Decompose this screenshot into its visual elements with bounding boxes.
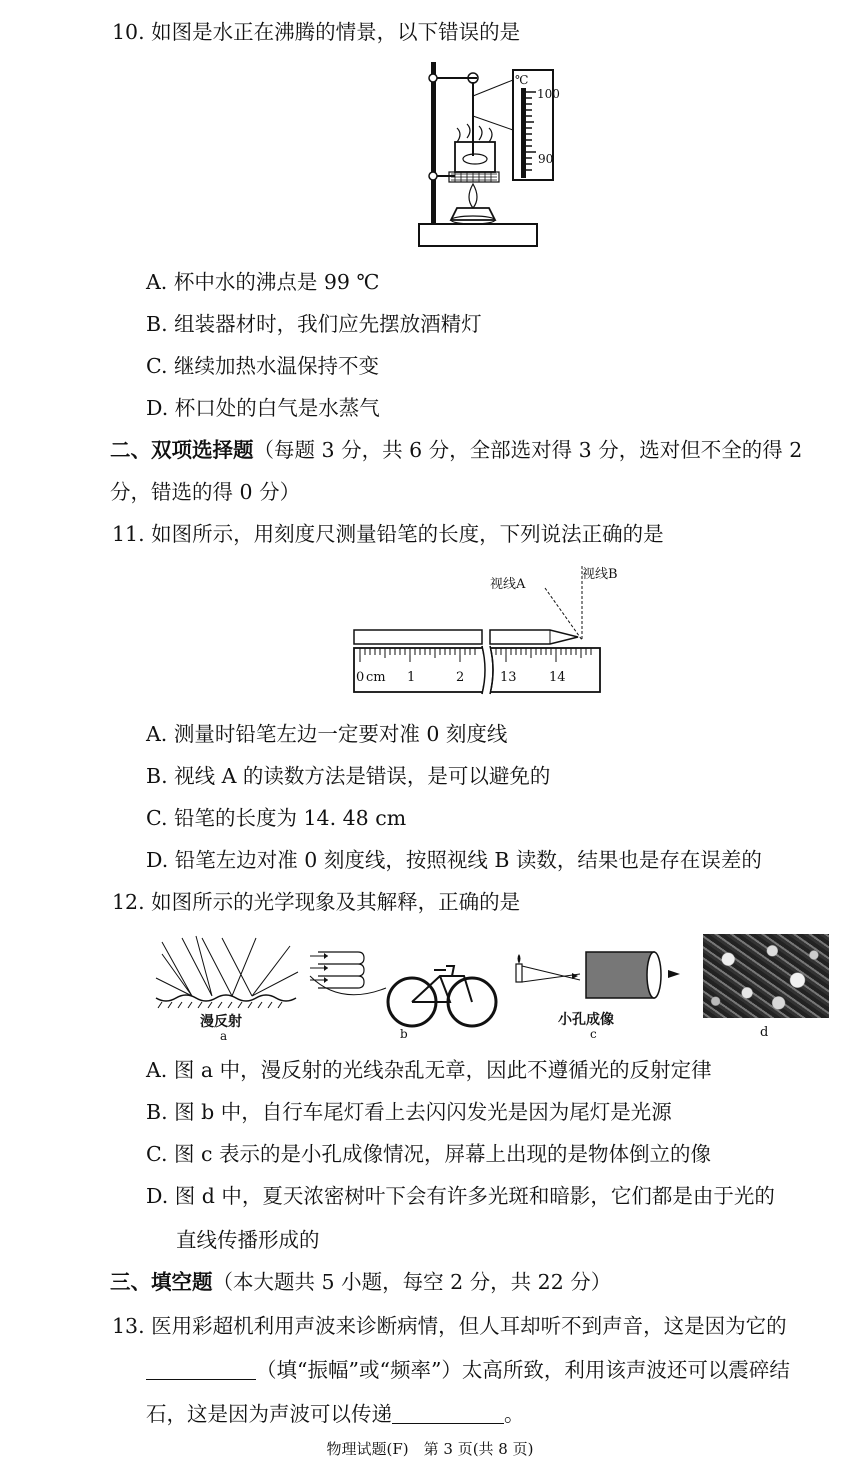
q13-line3b: 。 <box>504 1402 525 1426</box>
q11-option-b: B. 视线 A 的读数方法是错误，是可以避免的 <box>146 764 551 788</box>
pinhole-camera-figure <box>506 936 690 1044</box>
ruler-label-14: 14 <box>549 670 566 685</box>
ruler-pencil-figure <box>350 558 618 704</box>
q10-option-c: C. 继续加热水温保持不变 <box>146 354 379 378</box>
q12-stem: 12. 如图所示的光学现象及其解释，正确的是 <box>112 890 521 914</box>
fig-b-letter: b <box>400 1027 408 1041</box>
section2-note-line2: 分，错选的得 0 分） <box>110 480 301 504</box>
diffuse-reflection-figure <box>152 932 302 1044</box>
q12-option-d: D. 图 d 中，夏天浓密树叶下会有许多光斑和暗影，它们都是由于光的 <box>146 1184 775 1208</box>
q13-answer-blank-1[interactable] <box>146 1359 256 1380</box>
ruler-label-cm: cm <box>366 670 386 685</box>
sight-line-a-label: 视线A <box>490 577 526 592</box>
boiling-water-figure <box>415 56 560 252</box>
q13-line2-row <box>146 1356 790 1384</box>
q13-line3-row <box>146 1400 525 1428</box>
fig-c-letter: c <box>590 1027 597 1041</box>
page-footer: 物理试题(F) 第 3 页(共 8 页) <box>326 1440 534 1458</box>
section2-title: 二、双项选择题 <box>110 438 254 462</box>
q13-line2: （填“振幅”或“频率”）太高所致，利用该声波还可以震碎结 <box>256 1358 790 1382</box>
scale-label-low: 90 <box>538 152 554 166</box>
fig-a-letter: a <box>220 1029 228 1043</box>
fig-d-letter: d <box>760 1025 769 1040</box>
scale-unit: ℃ <box>515 73 529 87</box>
ruler-label-1: 1 <box>407 670 416 685</box>
q12-option-b: B. 图 b 中，自行车尾灯看上去闪闪发光是因为尾灯是光源 <box>146 1100 672 1124</box>
section3-heading <box>110 1268 611 1296</box>
q13-answer-blank-2[interactable] <box>392 1403 504 1424</box>
q10-option-a: A. 杯中水的沸点是 99 ℃ <box>146 270 380 294</box>
fig-c-caption: 小孔成像 <box>558 1012 614 1028</box>
q11-option-a: A. 测量时铅笔左边一定要对准 0 刻度线 <box>146 722 508 746</box>
q13-line1: 13. 医用彩超机利用声波来诊断病情，但人耳却听不到声音，这是因为它的 <box>112 1314 787 1338</box>
q11-option-d: D. 铅笔左边对准 0 刻度线，按照视线 B 读数，结果也是存在误差的 <box>146 848 762 872</box>
section3-note: （本大题共 5 小题，每空 2 分，共 22 分） <box>212 1270 612 1294</box>
section2-heading <box>110 436 802 464</box>
section2-note-line1: （每题 3 分，共 6 分，全部选对得 3 分，选对但不全的得 2 <box>253 438 803 462</box>
q12-option-c: C. 图 c 表示的是小孔成像情况，屏幕上出现的是物体倒立的像 <box>146 1142 711 1166</box>
tree-shade-photo <box>703 934 829 1018</box>
ruler-label-2: 2 <box>456 670 465 685</box>
ruler-label-13: 13 <box>500 670 517 685</box>
bicycle-reflector-figure <box>306 936 502 1044</box>
fig-a-caption: 漫反射 <box>200 1014 242 1030</box>
q12-option-d-continued: 直线传播形成的 <box>176 1228 320 1252</box>
q10-option-b: B. 组装器材时，我们应先摆放酒精灯 <box>146 312 482 336</box>
q12-option-a: A. 图 a 中，漫反射的光线杂乱无章，因此不遵循光的反射定律 <box>146 1058 712 1082</box>
section3-title: 三、填空题 <box>110 1270 213 1294</box>
q13-line3a: 石，这是因为声波可以传递 <box>146 1402 392 1426</box>
q11-option-c: C. 铅笔的长度为 14. 48 cm <box>146 806 407 830</box>
ruler-label-0: 0 <box>356 670 365 685</box>
q11-stem: 11. 如图所示，用刻度尺测量铅笔的长度，下列说法正确的是 <box>112 522 664 546</box>
q10-stem: 10. 如图是水正在沸腾的情景，以下错误的是 <box>112 20 521 44</box>
q10-option-d: D. 杯口处的白气是水蒸气 <box>146 396 380 420</box>
sight-line-b-label: 视线B <box>582 567 618 582</box>
scale-label-high: 100 <box>537 87 560 101</box>
